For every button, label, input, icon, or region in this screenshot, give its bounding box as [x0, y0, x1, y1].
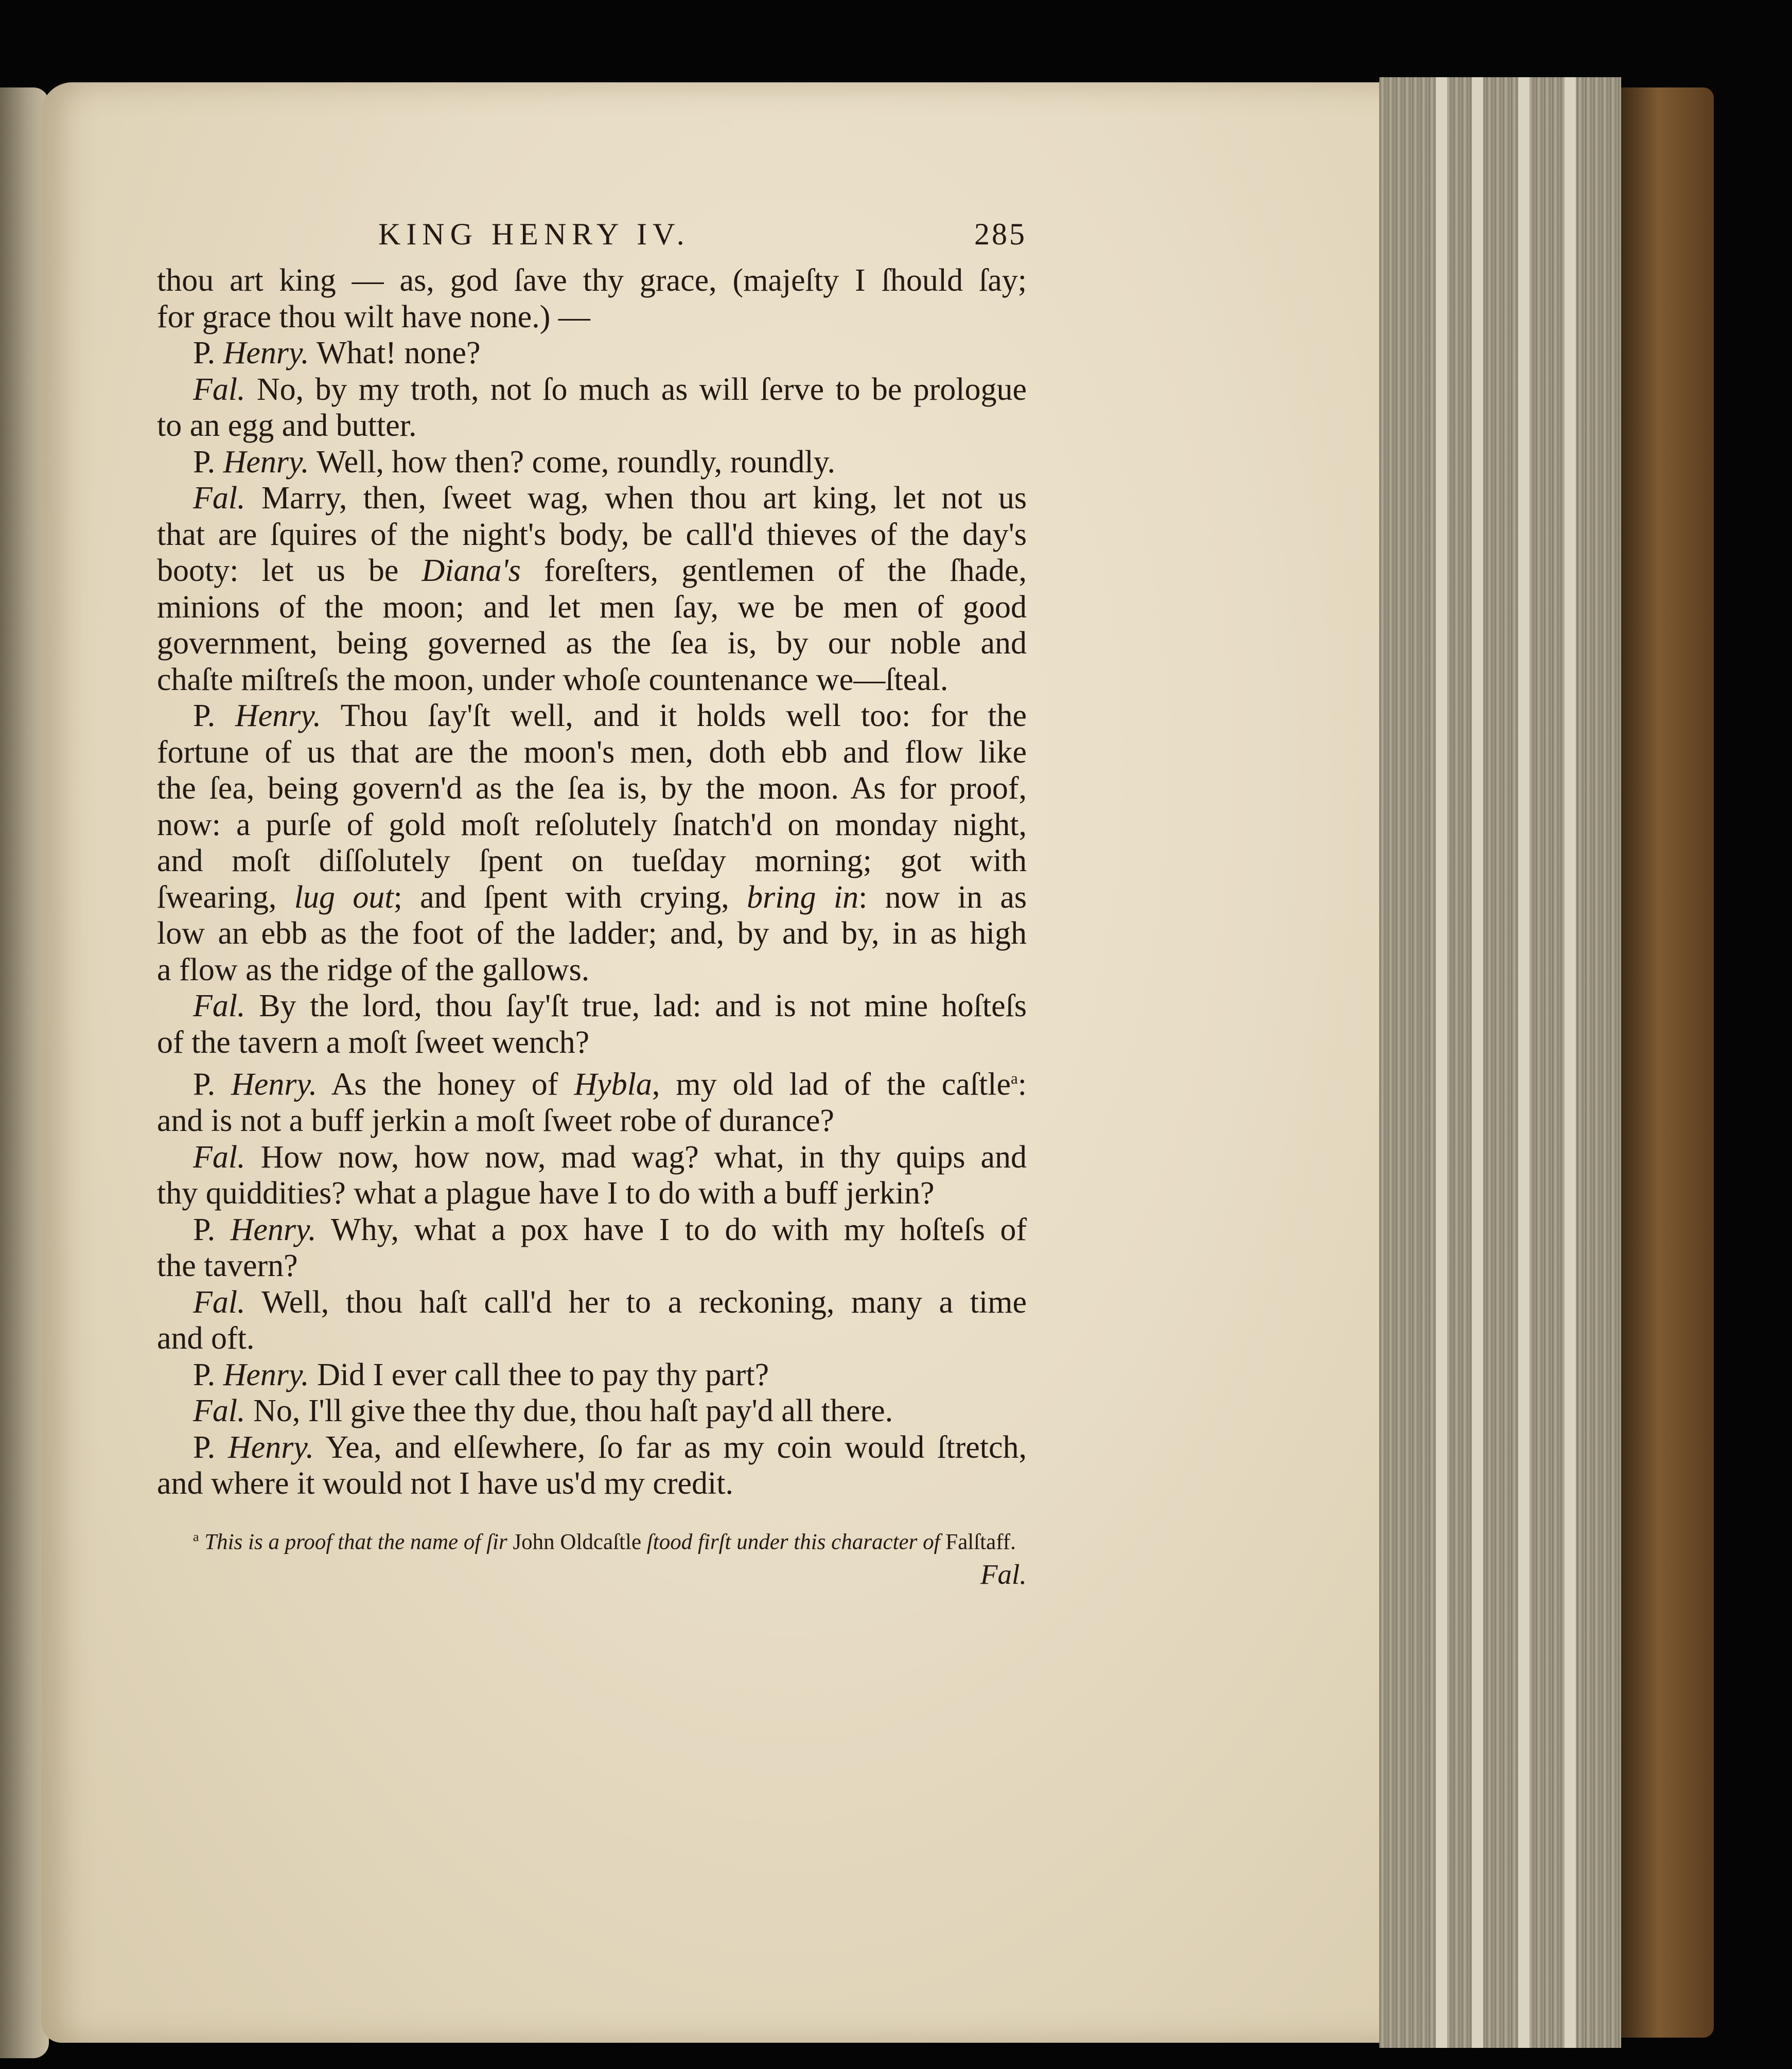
speech-line: P. Henry. Why, what a pox have I to do with my hoſteſs of [193, 1212, 1027, 1247]
text-line: the tavern? [157, 1248, 298, 1284]
speech-line: Fal. No, I'll give thee thy due, thou haſt pay'd all there. [193, 1393, 893, 1429]
speech-line: Fal. By the lord, thou ſay'ſt true, lad: and is not mine hoſteſs [193, 988, 1027, 1023]
speaker-name: Fal. [193, 988, 245, 1023]
speech-line: P. Henry. What! none? [193, 335, 481, 370]
text-line: the ſea, being govern'd as the ſea is, by the moon. As for proof, [157, 771, 1027, 806]
speaker-name: Henry. [223, 1357, 309, 1392]
book-cover-edge [1621, 87, 1714, 2038]
speaker-name: Henry. [235, 698, 321, 733]
text-line: that are ſquires of the night's body, be call'd thieves of the day's [157, 517, 1027, 552]
text-line: for grace thou wilt have none.) — [157, 299, 590, 334]
speech-line: P. Henry. Did I ever call thee to pay thy part? [193, 1357, 769, 1392]
text-line: of the tavern a moſt ſweet wench? [157, 1024, 590, 1060]
text-line: and oft. [157, 1321, 255, 1356]
text-line: thou art king — as, god ſave thy grace, (majeſty I ſhould ſay; [157, 263, 1027, 298]
speaker-name: Henry. [230, 1212, 317, 1247]
text-line: a flow as the ridge of the gallows. [157, 952, 590, 987]
text-line: minions of the moon; and let men ſay, we be men of good [157, 589, 1027, 625]
speech-line: P. Henry. Well, how then? come, roundly, roundly. [193, 444, 836, 480]
speaker-name: Henry. [223, 335, 309, 370]
page-number: 285 [974, 217, 1027, 251]
speech-line: Fal. Well, thou haſt call'd her to a reckoning, many a time [193, 1284, 1027, 1320]
text-line: to an egg and butter. [157, 408, 417, 443]
text-line: and moſt diſſolutely ſpent on tueſday morning; got with [157, 843, 1027, 878]
page-edges [1379, 77, 1621, 2048]
text-block [157, 216, 1027, 1591]
page-header [157, 216, 1027, 262]
speaker-prefix: P. [193, 1212, 231, 1247]
text-line: low an ebb as the foot of the ladder; and, by and by, in as high [157, 916, 1027, 951]
speech-line: P. Henry. Yea, and elſewhere, ſo far as my coin would ſtretch, [193, 1429, 1027, 1465]
speaker-name: Fal. [193, 481, 245, 516]
speaker-prefix: P. [193, 1357, 223, 1392]
speech-line: P. Henry. Thou ſay'ſt well, and it holds well too: for the [193, 698, 1027, 733]
speaker-prefix: P. [193, 335, 223, 370]
speaker-prefix: P. [193, 1429, 228, 1465]
speaker-name: Henry. [231, 1067, 318, 1102]
text-line: now: a purſe of gold moſt reſolutely ſnatch'd on monday night, [157, 807, 1027, 842]
text-line: thy quiddities? what a plague have I to do with a buff jerkin? [157, 1176, 935, 1211]
play-text [157, 262, 1027, 1502]
running-title: KING HENRY IV. [378, 217, 690, 251]
footnote-marker: a [193, 1529, 199, 1544]
catchword: Fal. [980, 1558, 1027, 1590]
footnote: $^a$ This is a proof that the name of ſir John Oldcaſtle ſtood firſt under this character of Falſtaff. [193, 1529, 1016, 1554]
text-line: booty: let us be Diana's foreſters, gentlemen of the ſhade, [157, 553, 1027, 588]
speaker-name: Henry. [223, 444, 309, 480]
speaker-prefix: P. [193, 1067, 232, 1102]
speech-line: Fal. No, by my troth, not ſo much as will ſerve to be prologue [193, 372, 1027, 407]
text-line: and where it would not I have us'd my credit. [157, 1466, 733, 1501]
speaker-name: Fal. [193, 1393, 245, 1429]
speaker-name: Fal. [193, 372, 245, 407]
text-line: chaſte miſtreſs the moon, under whoſe countenance we—ſteal. [157, 662, 948, 697]
text-line: fortune of us that are the moon's men, doth ebb and flow like [157, 734, 1027, 770]
speech-line: Fal. Marry, then, ſweet wag, when thou art king, let not us [193, 481, 1027, 516]
speaker-prefix: P. [193, 444, 223, 480]
speech-line: P. Henry. As the honey of Hybla, my old lad of the caſtle$^a$: [193, 1067, 1027, 1102]
speaker-prefix: P. [193, 698, 235, 733]
speaker-name: Henry. [227, 1429, 314, 1465]
text-line: and is not a buff jerkin a moſt ſweet robe of durance? [157, 1103, 834, 1139]
speech-line: Fal. How now, how now, mad wag? what, in thy quips and [193, 1139, 1027, 1175]
speaker-name: Fal. [193, 1284, 245, 1320]
text-line: government, being governed as the ſea is, by our noble and [157, 626, 1027, 661]
text-line: ſwearing, lug out; and ſpent with crying, bring in: now in as [157, 879, 1027, 915]
speaker-name: Fal. [193, 1139, 245, 1175]
